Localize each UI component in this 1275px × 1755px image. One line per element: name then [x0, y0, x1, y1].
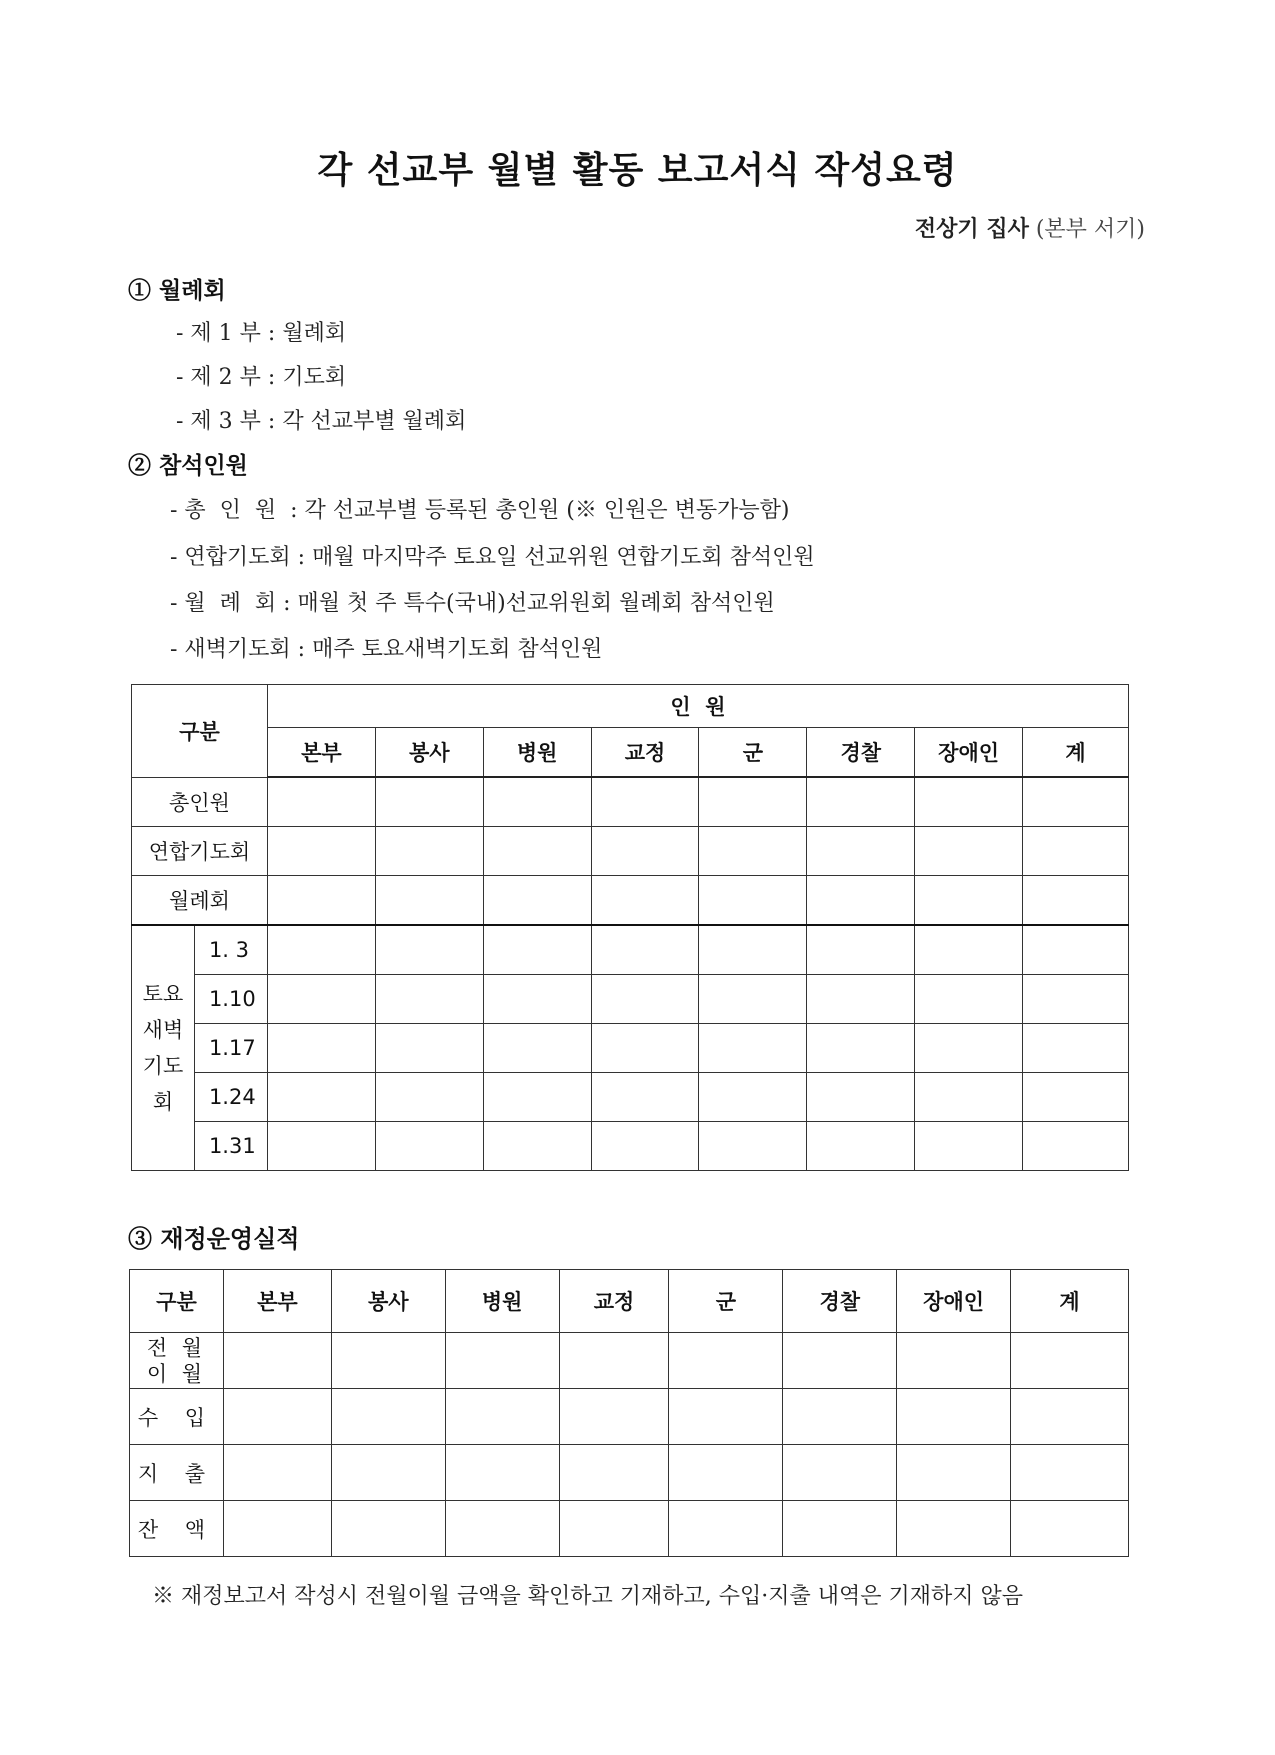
table-row — [132, 925, 1129, 975]
attendance-col-header: 교정 — [591, 728, 699, 778]
table-row — [130, 1389, 1129, 1445]
author-role: (본부 서기) — [1035, 217, 1145, 242]
table-cell[interactable] — [807, 876, 915, 926]
finance-row-label: 잔 액 — [130, 1501, 224, 1557]
table-cell[interactable] — [807, 1122, 915, 1171]
table-cell[interactable] — [915, 827, 1023, 876]
attendance-col-header: 봉사 — [375, 728, 483, 778]
finance-table — [129, 1269, 1129, 1557]
table-cell[interactable] — [699, 827, 807, 876]
table-row — [130, 1445, 1129, 1501]
table-cell[interactable] — [915, 975, 1023, 1024]
table-cell[interactable] — [591, 876, 699, 926]
finance-note: ※ 재정보고서 작성시 전월이월 금액을 확인하고 기재하고, 수입·지출 내역은 기재하지 않음 — [152, 1584, 1023, 1609]
carryover-label-line: 이 월 — [146, 1361, 207, 1386]
finance-col-header: 교정 — [559, 1270, 669, 1333]
table-cell[interactable] — [331, 1389, 445, 1445]
table-cell[interactable] — [483, 975, 591, 1024]
document-title: 각 선교부 월별 활동 보고서식 작성요령 — [317, 150, 958, 191]
finance-col-header: 본부 — [223, 1270, 331, 1333]
table-cell[interactable] — [591, 1122, 699, 1171]
table-cell[interactable] — [445, 1389, 559, 1445]
attendance-col-header: 군 — [699, 728, 807, 778]
finance-corner-header: 구분 — [130, 1270, 224, 1333]
attendance-row-label: 월례회 — [132, 876, 268, 926]
table-cell[interactable] — [375, 827, 483, 876]
table-cell[interactable] — [375, 876, 483, 926]
attendance-col-header: 본부 — [267, 728, 375, 778]
date-label: 1. 3 — [194, 925, 267, 975]
table-cell[interactable] — [445, 1501, 559, 1557]
table-cell[interactable] — [483, 1122, 591, 1171]
finance-col-header: 병원 — [445, 1270, 559, 1333]
table-cell[interactable] — [1023, 1122, 1129, 1171]
table-cell[interactable] — [1023, 925, 1129, 975]
table-cell[interactable] — [223, 1389, 331, 1445]
table-cell[interactable] — [1023, 777, 1129, 827]
table-cell[interactable] — [1011, 1445, 1129, 1501]
table-cell[interactable] — [267, 975, 375, 1024]
table-cell[interactable] — [445, 1445, 559, 1501]
table-cell[interactable] — [783, 1501, 897, 1557]
attendance-col-header: 장애인 — [915, 728, 1023, 778]
table-cell[interactable] — [1023, 827, 1129, 876]
table-cell[interactable] — [267, 925, 375, 975]
attendance-table — [131, 684, 1129, 1171]
table-cell[interactable] — [783, 1445, 897, 1501]
table-cell[interactable] — [223, 1501, 331, 1557]
table-cell[interactable] — [1011, 1501, 1129, 1557]
table-cell[interactable] — [375, 1024, 483, 1073]
table-cell[interactable] — [1023, 1024, 1129, 1073]
table-row — [132, 777, 1129, 827]
date-label: 1.10 — [194, 975, 267, 1024]
table-cell[interactable] — [267, 876, 375, 926]
section1-item-1: - 제 1 부 : 월례회 — [176, 321, 347, 346]
table-cell[interactable] — [669, 1501, 783, 1557]
section-heading-attendance: ② 참석인원 — [128, 452, 248, 479]
table-cell[interactable] — [915, 777, 1023, 827]
table-cell[interactable] — [331, 1445, 445, 1501]
table-cell[interactable] — [807, 975, 915, 1024]
date-label: 1.24 — [194, 1073, 267, 1122]
table-cell[interactable] — [699, 1073, 807, 1122]
finance-col-header: 경찰 — [783, 1270, 897, 1333]
dawn-prayer-label-line: 기도 — [142, 1054, 184, 1078]
table-cell[interactable] — [807, 925, 915, 975]
table-cell[interactable] — [445, 1333, 559, 1389]
attendance-corner-header: 구분 — [132, 685, 268, 778]
table-cell[interactable] — [559, 1501, 669, 1557]
finance-row-label: 수 입 — [130, 1389, 224, 1445]
finance-row-label: 지 출 — [130, 1445, 224, 1501]
attendance-col-header: 경찰 — [807, 728, 915, 778]
table-cell[interactable] — [1023, 876, 1129, 926]
table-row — [130, 1501, 1129, 1557]
table-cell[interactable] — [1023, 1073, 1129, 1122]
table-cell[interactable] — [783, 1389, 897, 1445]
table-cell[interactable] — [375, 925, 483, 975]
table-row — [132, 1024, 1129, 1073]
table-cell[interactable] — [669, 1445, 783, 1501]
table-cell[interactable] — [1011, 1333, 1129, 1389]
table-cell[interactable] — [591, 827, 699, 876]
table-cell[interactable] — [483, 876, 591, 926]
finance-col-header: 군 — [669, 1270, 783, 1333]
table-cell[interactable] — [897, 1389, 1011, 1445]
table-cell[interactable] — [897, 1501, 1011, 1557]
table-cell[interactable] — [669, 1389, 783, 1445]
attendance-col-header: 계 — [1023, 728, 1129, 778]
table-cell[interactable] — [591, 1073, 699, 1122]
attendance-row-label: 총인원 — [132, 777, 268, 827]
table-cell[interactable] — [591, 925, 699, 975]
table-cell[interactable] — [483, 827, 591, 876]
table-cell[interactable] — [669, 1333, 783, 1389]
table-row — [130, 1333, 1129, 1389]
table-cell[interactable] — [331, 1501, 445, 1557]
finance-col-header: 장애인 — [897, 1270, 1011, 1333]
author-line — [915, 212, 1145, 243]
finance-row-label-carryover — [130, 1333, 224, 1389]
finance-col-header: 계 — [1011, 1270, 1129, 1333]
section-heading-finance: ③ 재정운영실적 — [128, 1224, 300, 1253]
table-cell[interactable] — [559, 1333, 669, 1389]
table-cell[interactable] — [1011, 1389, 1129, 1445]
table-cell[interactable] — [559, 1389, 669, 1445]
section2-item-2: - 연합기도회 : 매월 마지막주 토요일 선교위원 연합기도회 참석인원 — [170, 545, 815, 570]
table-row — [132, 1122, 1129, 1171]
table-cell[interactable] — [699, 975, 807, 1024]
table-cell[interactable] — [267, 1024, 375, 1073]
dawn-prayer-label-line: 토요 — [142, 982, 184, 1006]
table-row — [132, 827, 1129, 876]
table-row — [132, 1073, 1129, 1122]
table-cell[interactable] — [915, 1073, 1023, 1122]
table-cell[interactable] — [699, 777, 807, 827]
section1-item-2: - 제 2 부 : 기도회 — [176, 365, 347, 390]
table-cell[interactable] — [915, 1122, 1023, 1171]
dawn-prayer-label-line: 새벽 — [142, 1018, 184, 1042]
table-cell[interactable] — [267, 1122, 375, 1171]
table-cell[interactable] — [223, 1333, 331, 1389]
table-cell[interactable] — [375, 777, 483, 827]
table-cell[interactable] — [1023, 975, 1129, 1024]
table-cell[interactable] — [483, 777, 591, 827]
table-cell[interactable] — [807, 827, 915, 876]
table-cell[interactable] — [591, 777, 699, 827]
date-label: 1.31 — [194, 1122, 267, 1171]
section2-item-4: - 새벽기도회 : 매주 토요새벽기도회 참석인원 — [170, 637, 603, 662]
dawn-prayer-label — [132, 925, 195, 1171]
table-cell[interactable] — [223, 1445, 331, 1501]
attendance-col-header: 병원 — [483, 728, 591, 778]
table-cell[interactable] — [897, 1333, 1011, 1389]
table-cell[interactable] — [267, 1073, 375, 1122]
table-cell[interactable] — [783, 1333, 897, 1389]
table-cell[interactable] — [807, 1073, 915, 1122]
table-cell[interactable] — [699, 925, 807, 975]
date-label: 1.17 — [194, 1024, 267, 1073]
table-cell[interactable] — [483, 1073, 591, 1122]
section2-item-1: - 총 인 원 : 각 선교부별 등록된 총인원 (※ 인원은 변동가능함) — [170, 498, 790, 523]
table-cell[interactable] — [915, 925, 1023, 975]
table-cell[interactable] — [375, 975, 483, 1024]
carryover-label-line: 전 월 — [146, 1335, 207, 1360]
table-cell[interactable] — [331, 1333, 445, 1389]
author-name: 전상기 집사 — [914, 217, 1029, 242]
table-cell[interactable] — [483, 925, 591, 975]
table-cell[interactable] — [483, 1024, 591, 1073]
table-cell[interactable] — [375, 1073, 483, 1122]
table-row — [132, 975, 1129, 1024]
table-cell[interactable] — [591, 1024, 699, 1073]
section2-item-3: - 월 례 회 : 매월 첫 주 특수(국내)선교위원회 월례회 참석인원 — [170, 591, 775, 616]
table-cell[interactable] — [915, 1024, 1023, 1073]
table-cell[interactable] — [807, 1024, 915, 1073]
table-cell[interactable] — [559, 1445, 669, 1501]
attendance-group-header: 인 원 — [267, 685, 1128, 728]
table-cell[interactable] — [267, 827, 375, 876]
table-cell[interactable] — [807, 777, 915, 827]
section1-item-3: - 제 3 부 : 각 선교부별 월례회 — [176, 409, 467, 434]
table-cell[interactable] — [699, 1122, 807, 1171]
table-row — [132, 876, 1129, 926]
section-heading-monthly-meeting: ① 월례회 — [128, 277, 226, 304]
table-cell[interactable] — [699, 876, 807, 926]
table-cell[interactable] — [375, 1122, 483, 1171]
dawn-prayer-label-line: 회 — [152, 1090, 174, 1114]
table-cell[interactable] — [591, 975, 699, 1024]
finance-col-header: 봉사 — [331, 1270, 445, 1333]
table-cell[interactable] — [897, 1445, 1011, 1501]
table-cell[interactable] — [267, 777, 375, 827]
table-cell[interactable] — [915, 876, 1023, 926]
attendance-row-label: 연합기도회 — [132, 827, 268, 876]
table-cell[interactable] — [699, 1024, 807, 1073]
